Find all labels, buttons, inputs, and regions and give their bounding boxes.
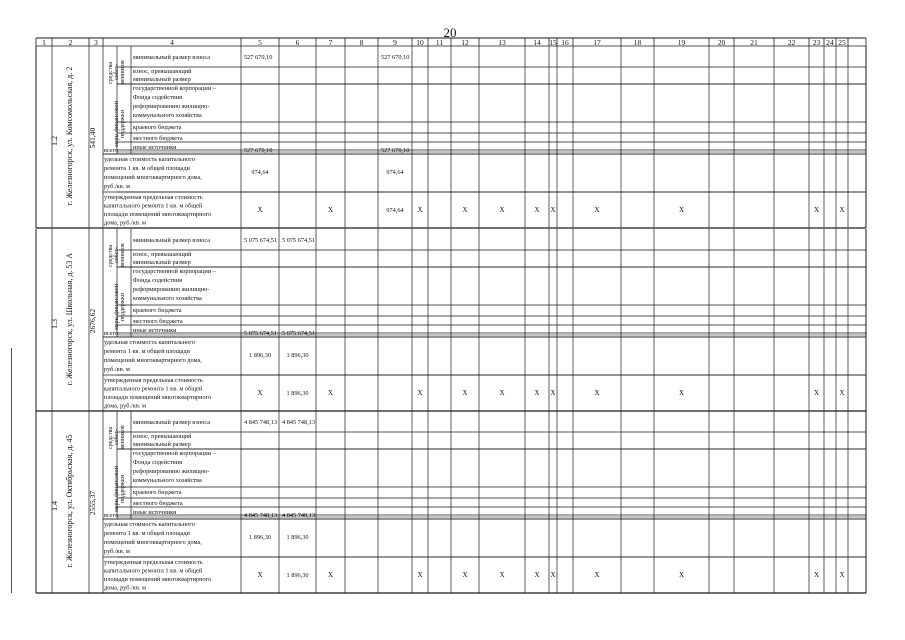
x-mark: X	[417, 571, 423, 579]
column-number: 2	[68, 38, 73, 47]
state-corp-label: коммунального хозяйства	[133, 295, 202, 302]
funds-owners-label: средства	[108, 244, 114, 268]
excess-fee-label: взнос, превышающий	[133, 251, 192, 258]
house-area: 2676,62	[88, 308, 97, 334]
other-sources-label: иные источники	[133, 144, 177, 151]
excess-fee-label: минимальный размер	[133, 259, 191, 266]
excess-fee-label: взнос, превышающий	[133, 433, 192, 440]
state-corp-label: Фонда содействия	[133, 277, 182, 284]
max-cost-label: утвержденная предельная стоимость	[104, 194, 203, 201]
total-value: 5 075 674,51	[282, 330, 316, 337]
regional-budget-label: краевого бюджета	[133, 124, 182, 131]
unit-cost-label: ремонта 1 кв. м общей площади	[104, 165, 190, 172]
x-mark: X	[550, 571, 556, 579]
total-value: 527 670,10	[244, 147, 273, 154]
x-mark: X	[257, 571, 263, 579]
unit-cost-value: 1 896,30	[248, 534, 272, 541]
x-mark: X	[534, 206, 540, 214]
x-mark: X	[534, 389, 540, 397]
x-mark: X	[678, 389, 685, 397]
x-mark: X	[813, 571, 820, 579]
x-mark: X	[678, 206, 685, 214]
total-label: всего	[104, 512, 119, 519]
house-area: 541,40	[88, 127, 97, 149]
max-cost-label: утвержденная предельная стоимость	[104, 559, 203, 566]
column-number: 17	[593, 38, 601, 47]
x-mark: X	[839, 389, 845, 397]
excess-fee-label: взнос, превышающий	[133, 68, 192, 75]
x-mark: X	[327, 571, 334, 579]
min-fee-value: 5 075 674,51	[244, 237, 278, 244]
total-label: всего	[104, 330, 119, 337]
excess-fee-label: минимальный размер	[133, 441, 191, 448]
x-mark: X	[594, 389, 600, 397]
unit-cost-label: удельная стоимость капитального	[104, 521, 195, 528]
state-corp-label: государственной корпорации –	[133, 85, 216, 92]
min-fee-value: 527 670,10	[244, 54, 273, 61]
unit-cost-value: 1 896,30	[286, 534, 309, 541]
total-value: 527 670,10	[381, 147, 410, 154]
min-fee-value: 4 845 748,13	[244, 419, 278, 426]
total-label: всего	[104, 147, 119, 154]
x-mark: X	[839, 206, 845, 214]
column-number: 4	[170, 38, 174, 47]
column-number: 13	[498, 38, 506, 47]
x-mark: X	[499, 571, 505, 579]
total-value: 5 075 674,51	[244, 330, 278, 337]
column-number: 22	[787, 38, 796, 47]
max-cost-value: 1 896,30	[286, 390, 309, 397]
x-mark: X	[678, 571, 685, 579]
page-number: 20	[443, 25, 457, 40]
block-number: 1.4	[50, 501, 59, 511]
min-fee-label: минимальный размер взноса	[133, 54, 211, 61]
funds-owners-label: средства	[108, 61, 114, 85]
unit-cost-label: помещений многоквартирного дома,	[104, 174, 202, 181]
state-corp-label: реформированию жилищно-	[133, 103, 210, 110]
column-number: 9	[393, 38, 397, 47]
column-number: 23	[812, 38, 821, 47]
x-mark: X	[499, 389, 505, 397]
house-address: г. Железногорск, ул. Комсомольская, д. 2	[65, 66, 74, 206]
support-measures-label: меры финансовой	[114, 466, 120, 512]
column-number: 7	[328, 38, 333, 47]
unit-cost-label: удельная стоимость капитального	[104, 156, 195, 163]
x-mark: X	[594, 206, 600, 214]
column-number: 20	[717, 38, 726, 47]
max-cost-label: дома, руб./кв. м	[104, 219, 146, 227]
regional-budget-label: краевого бюджета	[133, 307, 182, 314]
max-cost-value: 1 896,30	[286, 572, 309, 579]
unit-cost-label: руб./кв. м	[104, 548, 130, 555]
state-corp-label: государственной корпорации –	[133, 450, 216, 457]
support-measures-label: поддержки	[120, 474, 126, 504]
unit-cost-label: ремонта 1 кв. м общей площади	[104, 530, 190, 537]
x-mark: X	[327, 389, 334, 397]
x-mark: X	[499, 206, 505, 214]
x-mark: X	[550, 389, 556, 397]
funds-owners-label: собст-	[114, 247, 120, 263]
block-number: 1.3	[50, 319, 59, 329]
x-mark: X	[417, 206, 423, 214]
unit-cost-value: 1 896,30	[286, 352, 309, 359]
column-number: 6	[295, 38, 300, 47]
column-number: 5	[258, 38, 262, 47]
column-number: 21	[750, 38, 758, 47]
local-budget-label: местного бюджета	[133, 500, 183, 507]
state-corp-label: реформированию жилищно-	[133, 468, 210, 475]
x-mark: X	[257, 389, 263, 397]
x-mark: X	[417, 389, 423, 397]
x-mark: X	[839, 571, 845, 579]
state-corp-label: государственной корпорации –	[133, 268, 216, 275]
other-sources-label: иные источники	[133, 509, 177, 516]
max-cost-value: 974,64	[386, 207, 404, 214]
x-mark: X	[594, 571, 600, 579]
state-corp-label: коммунального хозяйства	[133, 477, 202, 484]
max-cost-label: площади помещений многоквартирного	[104, 576, 212, 583]
max-cost-label: капитального ремонта 1 кв. м общей	[104, 567, 203, 575]
x-mark: X	[534, 571, 540, 579]
total-value: 4 845 748,13	[282, 512, 316, 519]
column-number: 16	[561, 38, 569, 47]
max-cost-label: площади помещений многоквартирного	[104, 394, 212, 401]
unit-cost-value: 974,64	[251, 169, 269, 176]
max-cost-label: капитального ремонта 1 кв. м общей	[104, 385, 203, 393]
funds-owners-label: собст-	[114, 64, 120, 80]
column-number: 18	[633, 38, 642, 47]
support-measures-label: меры финансовой	[114, 101, 120, 147]
total-value: 4 845 748,13	[244, 512, 278, 519]
support-measures-label: поддержки	[120, 292, 126, 322]
funds-owners-label: средства	[108, 426, 114, 450]
excess-fee-label: минимальный размер	[133, 76, 191, 83]
x-mark: X	[462, 389, 468, 397]
funds-owners-label: венников	[120, 243, 126, 267]
max-cost-label: площади помещений многоквартирного	[104, 211, 212, 218]
unit-cost-value: 1 896,30	[248, 352, 272, 359]
column-number: 3	[94, 38, 98, 47]
unit-cost-label: удельная стоимость капитального	[104, 339, 195, 346]
local-budget-label: местного бюджета	[133, 318, 183, 325]
unit-cost-label: помещений многоквартирного дома,	[104, 357, 202, 364]
x-mark: X	[257, 206, 263, 214]
funds-owners-label: венников	[120, 60, 126, 84]
max-cost-label: утвержденная предельная стоимость	[104, 377, 203, 384]
max-cost-label: капитального ремонта 1 кв. м общей	[104, 202, 203, 210]
support-measures-label: поддержки	[120, 109, 126, 139]
min-fee-value: 527 670,10	[381, 54, 410, 61]
column-number: 1	[42, 38, 46, 47]
min-fee-label: минимальный размер взноса	[133, 419, 211, 426]
funds-owners-label: собст-	[114, 429, 120, 445]
max-cost-label: дома, руб./кв. м	[104, 402, 146, 410]
other-sources-label: иные источники	[133, 327, 177, 334]
support-measures-label: меры финансовой	[114, 284, 120, 330]
x-mark: X	[813, 206, 820, 214]
state-corp-label: Фонда содействия	[133, 459, 182, 466]
block-number: 1.2	[50, 136, 59, 146]
x-mark: X	[813, 389, 820, 397]
x-mark: X	[327, 206, 334, 214]
min-fee-label: минимальный размер взноса	[133, 237, 211, 244]
unit-cost-value: 974,64	[386, 169, 404, 176]
regional-budget-label: краевого бюджета	[133, 489, 182, 496]
column-number: 15	[549, 38, 557, 47]
house-area: 2555,37	[88, 490, 97, 516]
x-mark: X	[462, 571, 468, 579]
min-fee-value: 4 845 748,13	[282, 419, 316, 426]
house-address: г. Железногорск, ул. Октябрьская, д. 45	[65, 434, 74, 568]
unit-cost-label: руб./кв. м	[104, 183, 130, 190]
min-fee-value: 5 075 674,51	[282, 237, 316, 244]
column-number: 12	[461, 38, 469, 47]
x-mark: X	[550, 206, 556, 214]
funds-owners-label: венников	[120, 425, 126, 449]
unit-cost-label: ремонта 1 кв. м общей площади	[104, 348, 190, 355]
local-budget-label: местного бюджета	[133, 135, 183, 142]
house-address: г. Железногорск, ул. Школьная, д. 53 А	[65, 252, 74, 386]
unit-cost-label: руб./кв. м	[104, 366, 130, 373]
column-number: 19	[677, 38, 686, 47]
column-number: 10	[416, 38, 424, 47]
state-corp-label: реформированию жилищно-	[133, 286, 210, 293]
state-corp-label: Фонда содействия	[133, 94, 182, 101]
x-mark: X	[462, 206, 468, 214]
column-number: 25	[838, 38, 846, 47]
column-number: 24	[826, 38, 834, 47]
unit-cost-label: помещений многоквартирного дома,	[104, 539, 202, 546]
column-number: 11	[435, 38, 444, 47]
column-number: 8	[359, 38, 364, 47]
column-number: 14	[533, 38, 541, 47]
max-cost-label: дома, руб./кв. м	[104, 584, 146, 592]
state-corp-label: коммунального хозяйства	[133, 112, 202, 119]
